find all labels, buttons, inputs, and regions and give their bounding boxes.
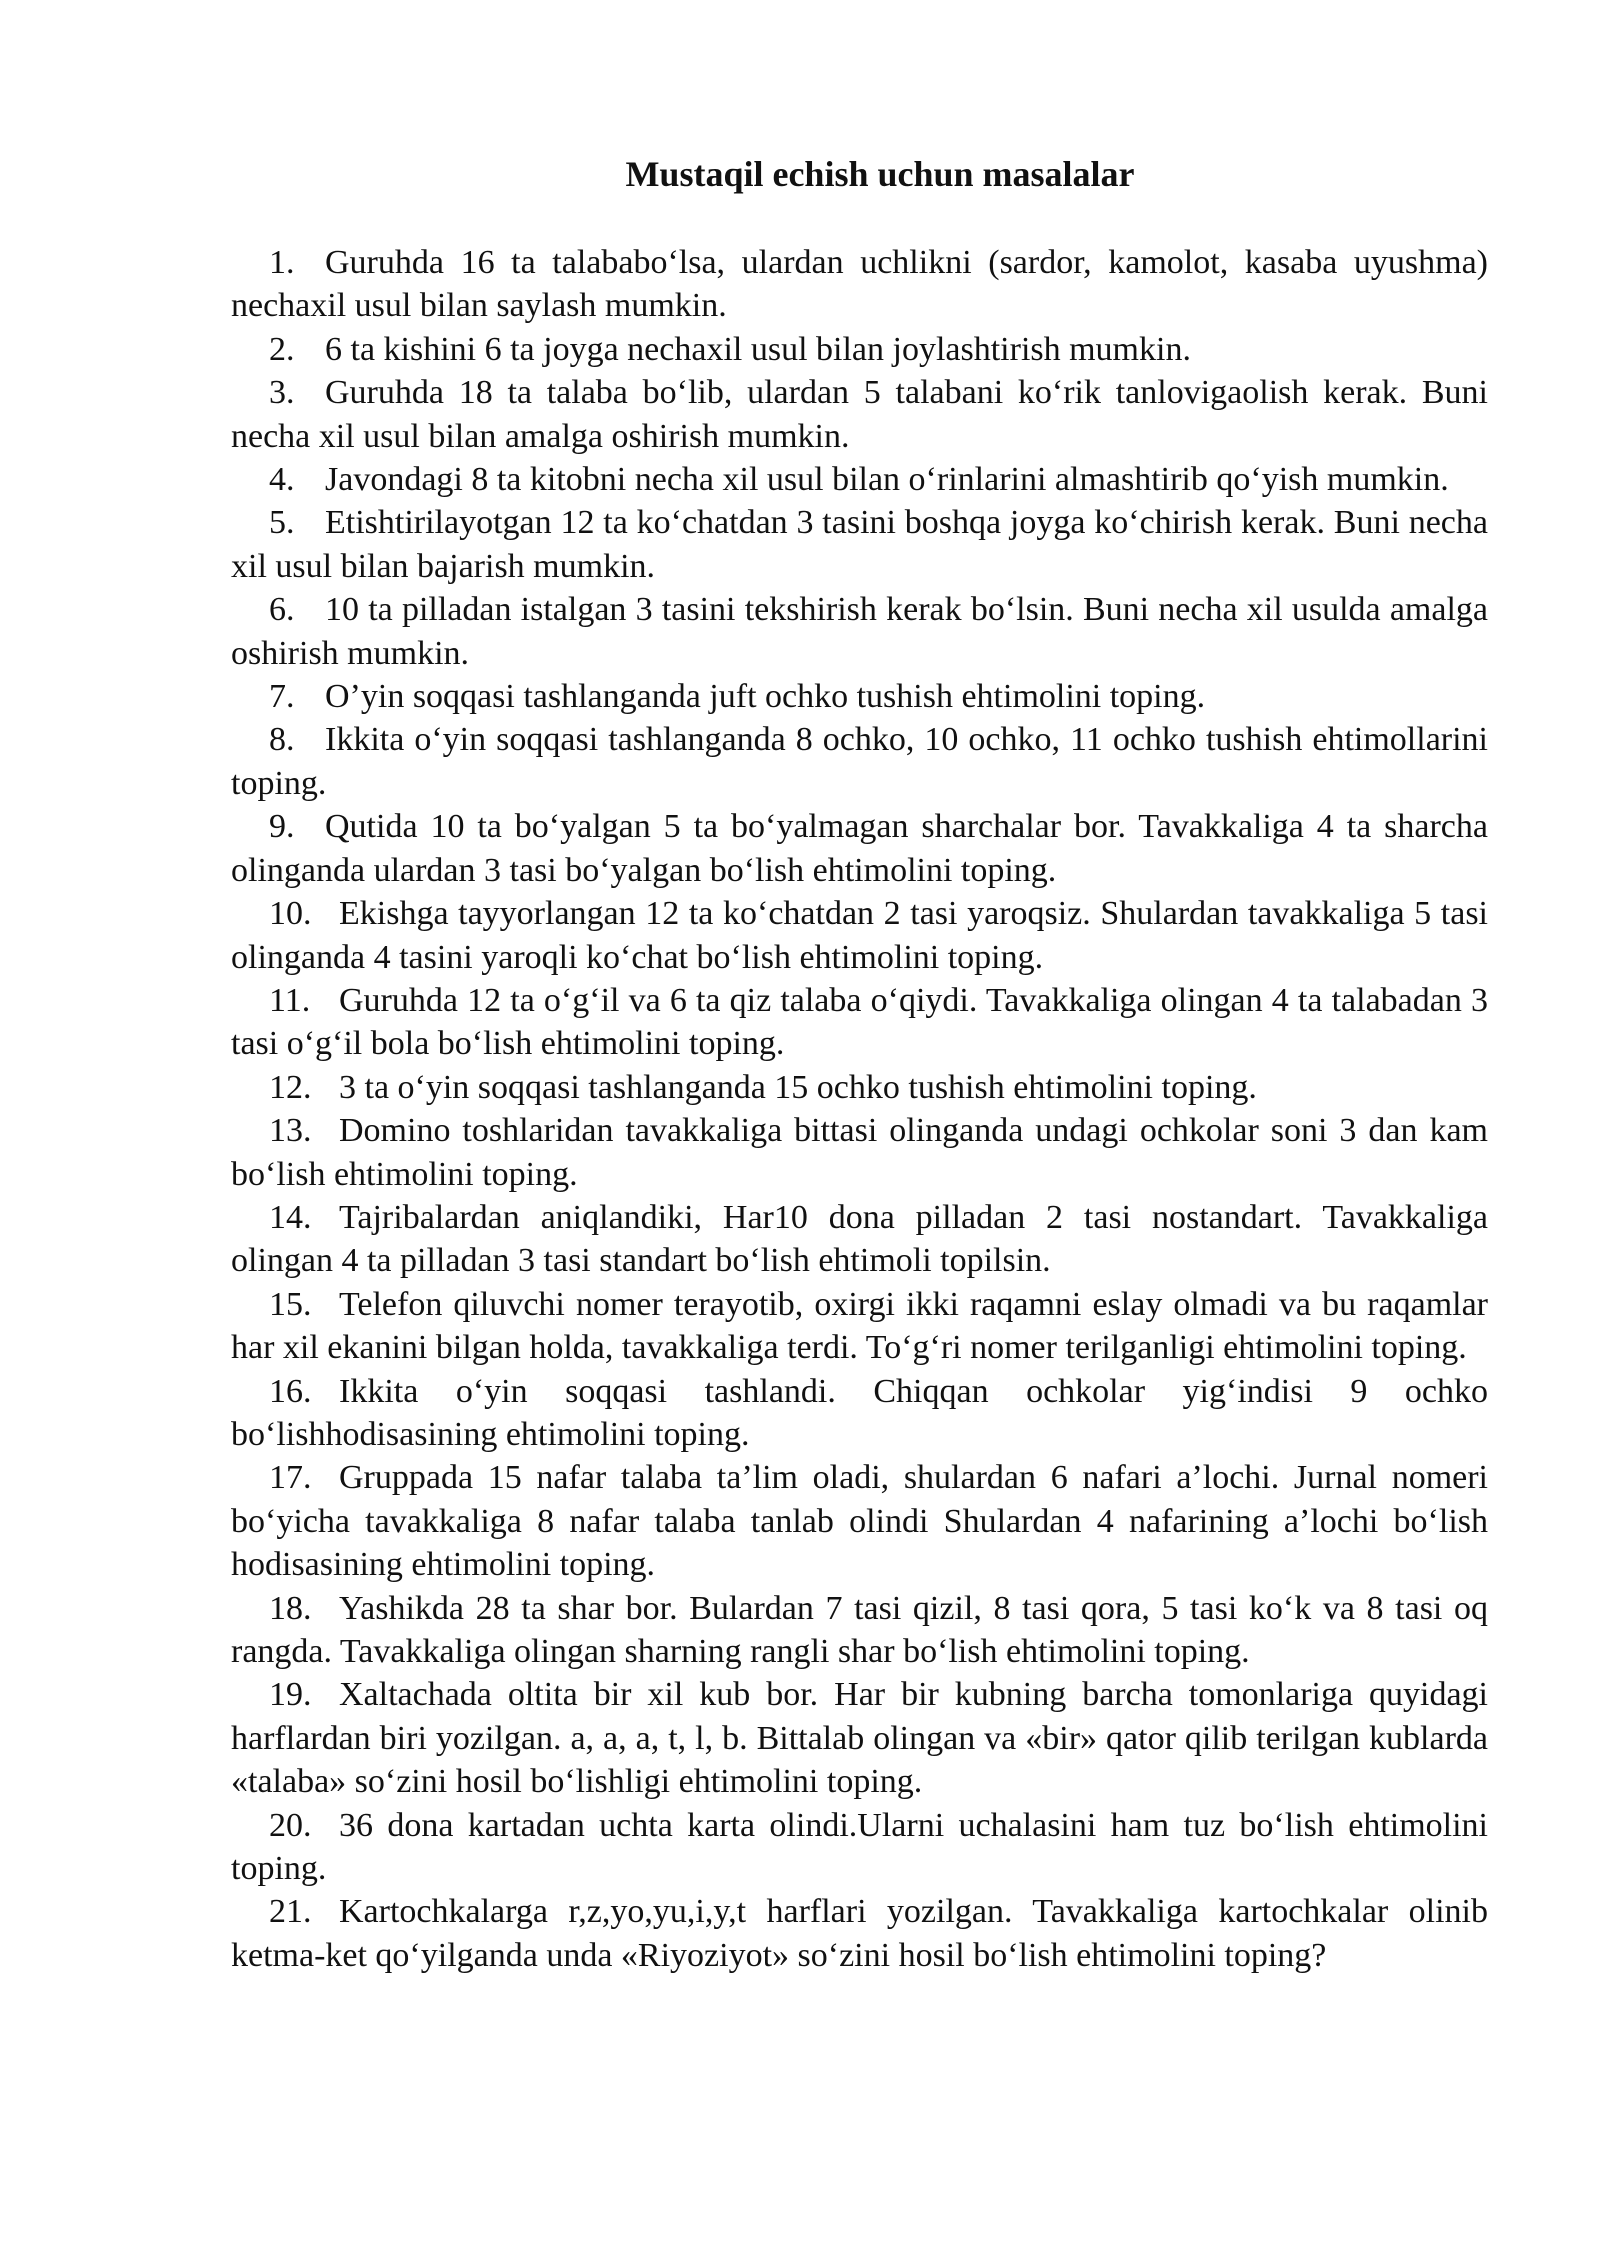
problem-number: 9. xyxy=(269,808,295,846)
problem-number: 21. xyxy=(269,1893,312,1931)
problem-item xyxy=(231,328,1488,371)
problem-number: 1. xyxy=(269,244,295,281)
problem-number: 7. xyxy=(269,678,295,716)
problem-text: 3 ta o‘yin soqqasi tashlanganda 15 ochko tushish ehtimolini toping. xyxy=(339,1068,1257,1106)
problem-number: 18. xyxy=(269,1589,312,1627)
problem-item xyxy=(231,501,1488,588)
problem-text: Tajribalardan aniqlandiki, Har10 dona pilladan 2 tasi nostandart. Tavakkaliga olingan 4 ta pilladan 3 tasi standart bo‘lish ehtimoli topilsin. xyxy=(231,1198,1488,1280)
problem-number: 2. xyxy=(269,330,295,368)
problem-number: 5. xyxy=(269,504,295,542)
problem-text: O’yin soqqasi tashlanganda juft ochko tushish ehtimolini toping. xyxy=(325,678,1206,716)
problem-list xyxy=(231,241,1488,1977)
problem-item xyxy=(231,1673,1488,1803)
problem-text: 36 dona kartadan uchta karta olindi.Ularni uchalasini ham tuz bo‘lish ehtimolini toping. xyxy=(231,1806,1488,1888)
problem-item xyxy=(231,892,1488,979)
problem-number: 6. xyxy=(269,591,295,629)
problem-item xyxy=(231,718,1488,805)
problem-text: Javondagi 8 ta kitobni necha xil usul bilan o‘rinlarini almashtirib qo‘yish mumkin. xyxy=(325,461,1449,499)
problem-number: 17. xyxy=(269,1459,312,1497)
problem-item xyxy=(231,1370,1488,1457)
problem-number: 16. xyxy=(269,1372,312,1410)
problem-text: Ekishga tayyorlangan 12 ta ko‘chatdan 2 tasi yaroqsiz. Shulardan tavakkaliga 5 tasi olinganda 4 tasini yaroqli ko‘chat bo‘lish ehtimolini toping. xyxy=(231,895,1488,976)
problem-text: Gruppada 15 nafar talaba ta’lim oladi, shulardan 6 nafari a’lochi. Jurnal nomeri bo‘yicha tavakkaliga 8 nafar talaba tanlab olindi Shulardan 4 nafarining a’lochi bo‘lish hodisasining ehtimolini toping. xyxy=(231,1459,1488,1584)
problem-item xyxy=(231,1196,1488,1283)
problem-number: 14. xyxy=(269,1198,312,1236)
problem-item xyxy=(231,588,1488,675)
problem-number: 12. xyxy=(269,1068,312,1106)
problem-item xyxy=(231,1890,1488,1977)
problem-item xyxy=(231,1456,1488,1586)
problem-text: 10 ta pilladan istalgan 3 tasini tekshirish kerak bo‘lsin. Buni necha xil usulda amalga oshirish mumkin. xyxy=(231,591,1488,672)
problem-text: Ikkita o‘yin soqqasi tashlanganda 8 ochko, 10 ochko, 11 ochko tushish ehtimollarini toping. xyxy=(231,721,1488,802)
problem-number: 4. xyxy=(269,461,295,499)
problem-item xyxy=(231,1109,1488,1196)
problem-item xyxy=(231,371,1488,458)
problem-item xyxy=(231,675,1488,718)
problem-text: Yashikda 28 ta shar bor. Bulardan 7 tasi qizil, 8 tasi qora, 5 tasi ko‘k va 8 tasi oq rangda. Tavakkaliga olingan sharning rangli shar bo‘lish ehtimolini toping. xyxy=(231,1589,1488,1670)
problem-number: 3. xyxy=(269,374,295,412)
problem-text: Etishtirilayotgan 12 ta ko‘chatdan 3 tasini boshqa joyga ko‘chirish kerak. Buni necha xil usul bilan bajarish mumkin. xyxy=(231,504,1488,585)
problem-text: Telefon qiluvchi nomer terayotib, oxirgi ikki raqamni eslay olmadi va bu raqamlar har xil ekanini bilgan holda, tavakkaliga terdi. To‘g‘ri nomer terilganligi ehtimolini toping. xyxy=(231,1285,1488,1367)
problem-text: Kartochkalarga r,z,yo,yu,i,y,t harflari yozilgan. Tavakkaliga kartochkalar olinib ketma-ket qo‘yilganda unda «Riyoziyot» so‘zini hosil bo‘lish ehtimolini toping? xyxy=(231,1893,1488,1974)
problem-item xyxy=(231,241,1488,328)
problem-number: 20. xyxy=(269,1806,312,1844)
problem-text: Guruhda 18 ta talaba bo‘lib, ulardan 5 talabani ko‘rik tanlovigaolish kerak. Buni necha xil usul bilan amalga oshirish mumkin. xyxy=(231,374,1488,455)
problem-text: Qutida 10 ta bo‘yalgan 5 ta bo‘yalmagan sharchalar bor. Tavakkaliga 4 ta sharcha olinganda ulardan 3 tasi bo‘yalgan bo‘lish ehtimolini toping. xyxy=(231,808,1488,889)
problem-number: 8. xyxy=(269,721,295,759)
problem-item xyxy=(231,805,1488,892)
problem-text: Ikkita o‘yin soqqasi tashlandi. Chiqqan ochkolar yig‘indisi 9 ochko bo‘lishhodisasining ehtimolini toping. xyxy=(231,1372,1488,1453)
problem-item xyxy=(231,458,1488,501)
problem-text: Guruhda 16 ta talababo‘lsa, ulardan uchlikni (sardor, kamolot, kasaba uyushma) nechaxil usul bilan saylash mumkin. xyxy=(231,244,1488,325)
problem-number: 13. xyxy=(269,1112,312,1150)
problem-number: 15. xyxy=(269,1285,312,1323)
problem-number: 19. xyxy=(269,1676,312,1714)
problem-item xyxy=(231,1066,1488,1109)
problem-text: Domino toshlaridan tavakkaliga bittasi olinganda undagi ochkolar soni 3 dan kam bo‘lish ehtimolini toping. xyxy=(231,1112,1488,1193)
problem-text: Xaltachada oltita bir xil kub bor. Har bir kubning barcha tomonlariga quyidagi harflardan biri yozilgan. a, a, a, t, l, b. Bittalab olingan va «bir» qator qilib terilgan kublarda «talaba» so‘zini hosil bo‘lishligi ehtimolini toping. xyxy=(231,1676,1488,1801)
problem-number: 10. xyxy=(269,895,312,933)
problem-item xyxy=(231,1283,1488,1370)
page-title: Mustaqil echish uchun masalalar xyxy=(625,154,1135,194)
problem-item xyxy=(231,1804,1488,1891)
problem-item xyxy=(231,1587,1488,1674)
problem-item xyxy=(231,979,1488,1066)
problem-number: 11. xyxy=(269,981,311,1019)
problem-text: Guruhda 12 ta o‘g‘il va 6 ta qiz talaba o‘qiydi. Tavakkaliga olingan 4 ta talabadan 3 tasi o‘g‘il bola bo‘lish ehtimolini toping. xyxy=(231,981,1488,1063)
problem-text: 6 ta kishini 6 ta joyga nechaxil usul bilan joylashtirish mumkin. xyxy=(325,330,1191,368)
